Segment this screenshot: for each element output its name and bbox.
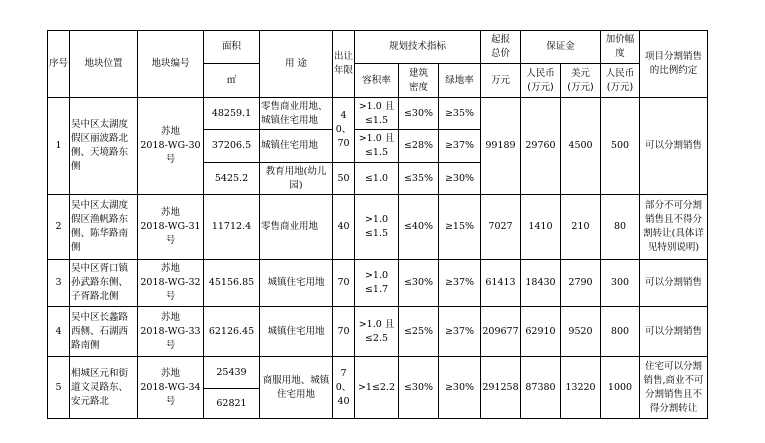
- cell-seq: 4: [48, 307, 70, 357]
- cell-start-price: 61413: [481, 260, 521, 307]
- cell-green: ≥37%: [439, 307, 481, 357]
- cell-code: 苏地 2018-WG-31 号: [138, 195, 204, 260]
- header-area-unit: ㎡: [204, 64, 260, 98]
- cell-area: 48259.1: [204, 98, 260, 130]
- header-increment-rmb: 人民币 (万元): [601, 64, 640, 98]
- cell-density: ≤30%: [399, 98, 439, 130]
- cell-deposit-usd: 4500: [561, 98, 601, 195]
- cell-term: 70、 40: [333, 357, 355, 419]
- cell-seq: 1: [48, 98, 70, 195]
- cell-use: 教育用地(幼儿园): [260, 163, 333, 195]
- cell-green: ≥37%: [439, 130, 481, 163]
- cell-term: 70: [333, 260, 355, 307]
- cell-far: >1≤2.2: [355, 357, 399, 419]
- cell-split-sale: 住宅可以分割销售,商业不可分割销售且不得分割转让: [640, 357, 708, 419]
- cell-term: 50: [333, 163, 355, 195]
- header-location: 地块位置: [70, 31, 138, 98]
- cell-increment: 80: [601, 195, 640, 260]
- cell-code: 苏地 2018-WG-33 号: [138, 307, 204, 357]
- cell-increment: 800: [601, 307, 640, 357]
- header-start-price: 起报 总价: [481, 31, 521, 64]
- cell-use: 零售商业用地: [260, 195, 333, 260]
- header-use: 用 途: [260, 31, 333, 98]
- land-auction-table-container: [47, 30, 708, 419]
- cell-area: 5425.2: [204, 163, 260, 195]
- cell-deposit-usd: 9520: [561, 307, 601, 357]
- land-auction-table: [47, 30, 708, 419]
- cell-use: 零售商业用地、城镇住宅用地: [260, 98, 333, 130]
- cell-start-price: 7027: [481, 195, 521, 260]
- cell-deposit-rmb: 1410: [521, 195, 561, 260]
- header-deposit-rmb: 人民币 (万元): [521, 64, 561, 98]
- cell-far: ≤1.0: [355, 163, 399, 195]
- cell-density: ≤30%: [399, 260, 439, 307]
- header-row-1: [48, 31, 708, 64]
- header-code: 地块编号: [138, 31, 204, 98]
- cell-term: 40: [333, 195, 355, 260]
- cell-start-price: 99189: [481, 98, 521, 195]
- header-area: 面积: [204, 31, 260, 64]
- cell-split-sale: 可以分割销售: [640, 98, 708, 195]
- cell-far: >1.0 且 ≤2.5: [355, 307, 399, 357]
- cell-code: 苏地 2018-WG-32 号: [138, 260, 204, 307]
- cell-term: 40、 70: [333, 98, 355, 163]
- header-far: 容积率: [355, 64, 399, 98]
- cell-use: 城镇住宅用地: [260, 130, 333, 163]
- table-row: [48, 307, 708, 357]
- cell-use: 城镇住宅用地: [260, 307, 333, 357]
- cell-use: 城镇住宅用地: [260, 260, 333, 307]
- header-start-price-unit: 万元: [481, 64, 521, 98]
- cell-area: 11712.4: [204, 195, 260, 260]
- cell-code: 苏地 2018-WG-34 号: [138, 357, 204, 419]
- cell-deposit-rmb: 29760: [521, 98, 561, 195]
- cell-far: >1.0 且 ≤1.5: [355, 130, 399, 163]
- header-increment: 加价幅度: [601, 31, 640, 64]
- cell-area: 62821: [204, 389, 260, 419]
- cell-deposit-rmb: 18430: [521, 260, 561, 307]
- cell-use: 商服用地、城镇住宅用地: [260, 357, 333, 419]
- table-row: [48, 357, 708, 389]
- cell-density: ≤40%: [399, 195, 439, 260]
- cell-start-price: 209677: [481, 307, 521, 357]
- cell-density: ≤28%: [399, 130, 439, 163]
- header-deposit-usd: 美元 (万元): [561, 64, 601, 98]
- header-seq: 序号: [48, 31, 70, 98]
- cell-green: ≥30%: [439, 357, 481, 419]
- cell-area: 45156.85: [204, 260, 260, 307]
- header-planning: 规划技术指标: [355, 31, 481, 64]
- cell-split-sale: 可以分割销售: [640, 307, 708, 357]
- cell-location: 吴中区太湖度假区渔帆路东侧、陈华路南侧: [70, 195, 138, 260]
- cell-far: >1.0 ≤1.5: [355, 195, 399, 260]
- cell-area: 25439: [204, 357, 260, 389]
- cell-green: ≥30%: [439, 163, 481, 195]
- cell-location: 吴中区胥口镇孙武路东侧、子胥路北侧: [70, 260, 138, 307]
- cell-seq: 2: [48, 195, 70, 260]
- cell-split-sale: 部分不可分割销售且不得分割转让(具体详见特别说明): [640, 195, 708, 260]
- cell-increment: 1000: [601, 357, 640, 419]
- cell-density: ≤25%: [399, 307, 439, 357]
- cell-green: ≥15%: [439, 195, 481, 260]
- cell-seq: 3: [48, 260, 70, 307]
- table-row: [48, 98, 708, 130]
- cell-area: 37206.5: [204, 130, 260, 163]
- cell-deposit-usd: 13220: [561, 357, 601, 419]
- cell-term: 70: [333, 307, 355, 357]
- cell-seq: 5: [48, 357, 70, 419]
- cell-green: ≥35%: [439, 98, 481, 130]
- header-density: 建筑 密度: [399, 64, 439, 98]
- header-term: 出让 年限: [333, 31, 355, 98]
- cell-location: 吴中区长蠡路西侧、石湖西路南侧: [70, 307, 138, 357]
- cell-deposit-usd: 210: [561, 195, 601, 260]
- cell-split-sale: 可以分割销售: [640, 260, 708, 307]
- cell-far: >1.0 且 ≤1.5: [355, 98, 399, 130]
- cell-code: 苏地 2018-WG-30 号: [138, 98, 204, 195]
- cell-deposit-rmb: 87380: [521, 357, 561, 419]
- cell-area: 62126.45: [204, 307, 260, 357]
- cell-deposit-usd: 2790: [561, 260, 601, 307]
- table-row: [48, 195, 708, 260]
- cell-location: 吴中区太湖度假区丽波路北侧、天境路东侧: [70, 98, 138, 195]
- cell-increment: 300: [601, 260, 640, 307]
- header-green: 绿地率: [439, 64, 481, 98]
- cell-deposit-rmb: 62910: [521, 307, 561, 357]
- cell-start-price: 291258: [481, 357, 521, 419]
- cell-density: ≤30%: [399, 357, 439, 419]
- cell-location: 相城区元和街道文灵路东、安元路北: [70, 357, 138, 419]
- header-deposit: 保证金: [521, 31, 601, 64]
- header-split-sale: 项目分割销售 的比例约定: [640, 31, 708, 98]
- cell-density: ≤35%: [399, 163, 439, 195]
- table-row: [48, 260, 708, 307]
- cell-green: ≥37%: [439, 260, 481, 307]
- cell-increment: 500: [601, 98, 640, 195]
- cell-far: >1.0 ≤1.7: [355, 260, 399, 307]
